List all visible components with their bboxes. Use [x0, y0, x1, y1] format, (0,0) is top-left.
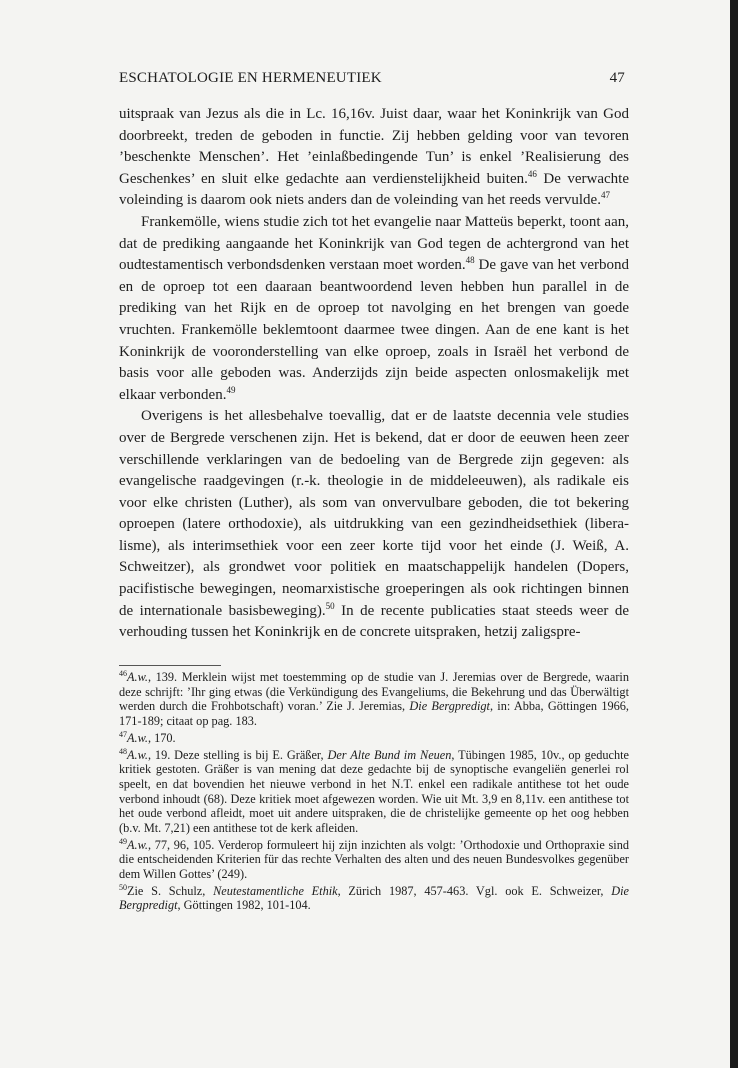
text-run: Zie S. Schulz, — [127, 883, 214, 898]
footnote — [119, 884, 629, 913]
italic-text: Die Bergpredigt — [119, 883, 630, 913]
italic-text: A.w. — [127, 670, 148, 684]
text-run: , 139. Merklein wijst met toestemming op de studie van J. Jeremias over de Bergrede, waarin deze schrijft: ’Ihr ging etwas (die Verkündigung des Evangeliums, die Bekehrung und das Überwältigt werden durch die Frohbotschaft) voran.’ Zie J. Jeremias, — [119, 670, 629, 714]
body-paragraph — [119, 104, 629, 212]
footnote-marker: 47 — [119, 729, 127, 739]
italic-text: A.w. — [127, 730, 148, 745]
body-text — [119, 104, 629, 644]
footnote — [119, 748, 629, 836]
text-run: Overigens is het allesbehalve toevallig, dat er de laatste decennia vele studies over de Bergrede verschenen zijn. Het is bekend, dat er door de eeuwen heen zeer verschillende verklaringen van de bedoeling van de Bergrede zijn gegeven: als evangelische raadgevingen (r.-k. theologie in de middeleeuwen), als radikale eis voor elke christen (Luther), als som van onvervulbare geboden, die tot bekering oproepen (latere orthodoxie), als uitdrukking van een gezindheidsethiek (liberalisme), als interimsethiek voor een zeer korte tijd voor het einde (J. Weiß, A. Schweitzer), als grondwet voor politiek en maatschappelijk handelen (Dopers, pacifistische bewegingen, neomarxistische groeperingen als ook richtingen binnen de internationale basisbeweging). — [119, 408, 629, 619]
text-run: , 77, 96, 105. Verderop formuleert hij zijn inzichten als volgt: ’Orthodoxie und Orthopraxie sind die entscheidenden Kriterien für das rechte Verhalten des alten und des neuen Bundesvolkes gegenüber dem Willen Gottes’ (249). — [119, 837, 629, 881]
footnote-marker: 47 — [600, 190, 610, 201]
text-run: uitspraak van Jezus als die in Lc. 16,16v. Juist daar, waar het Koninkrijk van God doorbreekt, treden de geboden in functie. Zij hebben gelding voor van tevoren ’beschenkte Menschen’. Het ’einlaßbedingende Tun’ is enkel ’Realisierung des Geschenkes’ en sluit elke gedachte aan verdienstelijkheid buiten. — [119, 106, 629, 187]
footnote-marker: 50 — [119, 882, 127, 892]
text-run: , 19. Deze stelling is bij E. Gräßer, — [147, 747, 328, 762]
italic-text: Der Alte Bund im Neuen — [327, 747, 452, 762]
footnote-marker: 46 — [527, 168, 537, 179]
text-run: , in: Abba, Göttingen 1966, 171-189; citaat op pag. 183. — [119, 699, 629, 728]
text-run: , Göttingen 1982, 101-104. — [177, 898, 311, 913]
running-title: ESCHATOLOGIE EN HERMENEUTIEK — [119, 70, 382, 86]
footnote-marker: 49 — [119, 836, 127, 846]
footnote-marker: 48 — [465, 255, 475, 266]
footnote-separator — [119, 665, 221, 666]
text-run: , 170. — [147, 730, 176, 745]
text-run: De gave van het verbond en de oproep tot een daaraan beantwoordend leven hebben hun parallel in de prediking van het Rijk en de oproep tot navolging en het brengen van goede vruchten. Frankemölle beklemtoont daarmee twee dingen. Aan de ene kant is het Koninkrijk de vooronderstelling van elke oproep, zoals in Israël het verbond de basis voor alle geboden was. Anderzijds zijn beide aspecten onlosmakelijk met elkaar verbonden. — [119, 257, 629, 403]
page-number: 47 — [609, 70, 625, 86]
italic-text: Die Bergpredigt — [409, 699, 490, 714]
footnote-marker: 46 — [119, 669, 127, 678]
text-run: , Zürich 1987, 457-463. Vgl. ook E. Schweizer, — [337, 883, 612, 898]
text-run: In de recente publicaties staat steeds weer de verhouding tussen het Koninkrijk en de concrete uitspraken, hetzij zaligspre- — [119, 602, 629, 641]
text-run: De verwachte voleinding is daarom ook niets anders dan de voleinding van het reeds vervulde. — [119, 170, 630, 209]
page-edge-shadow — [730, 0, 738, 1068]
footnote-marker: 48 — [119, 746, 127, 756]
footnote — [119, 838, 629, 882]
italic-text: A.w. — [127, 837, 148, 852]
text-run: Frankemölle, wiens studie zich tot het evangelie naar Matteüs beperkt, toont aan, dat de prediking aangaande het Koninkrijk van God tegen de achtergrond van het oudtestamentisch verbondsdenken verstaan moet worden. — [119, 213, 629, 274]
body-paragraph — [119, 406, 629, 644]
footnote-marker: 50 — [325, 600, 335, 611]
italic-text: Neutestamentliche Ethik — [213, 883, 338, 898]
text-run: , Tübingen 1985, 10v., op geduchte kritiek gestoten. Gräßer is van mening dat deze gedachte bij de synoptische evangeliën generlei rol speelt, en dat bovendien het nieuwe verbond in het N.T. enkel een radikale antithese tot het oude verbond inhoudt (68). Deze kritiek moet afgewezen worden. Wie uit Mt. 3,9 en 8,11v. een antithese tot het oude verbond afleidt, moet uit andere uitspraken, die de christelijke gemeente op het oog hebben (b.v. Mt. 7,21) een antithese tot de kerk afleiden. — [119, 747, 629, 835]
footnote — [119, 731, 629, 746]
italic-text: A.w. — [127, 747, 148, 762]
footnote — [119, 670, 629, 728]
footnotes — [119, 670, 629, 915]
body-paragraph — [119, 212, 629, 406]
footnote-marker: 49 — [226, 384, 236, 395]
